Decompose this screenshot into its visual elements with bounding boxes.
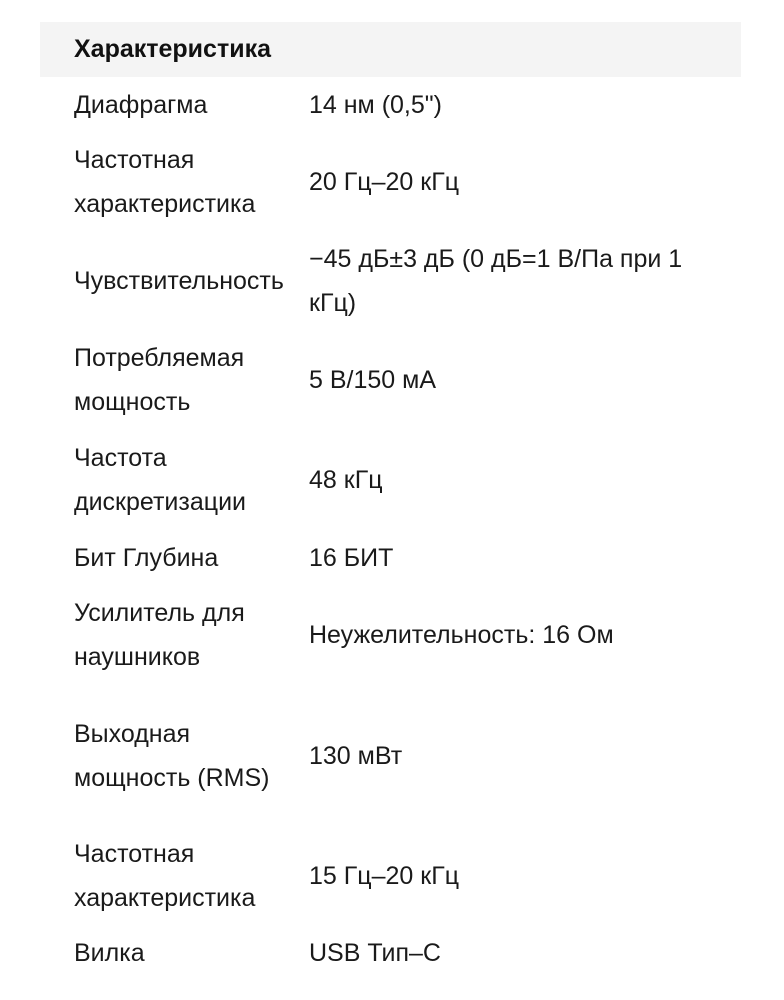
spec-row-headphone-amp <box>40 585 741 685</box>
spec-row-connector <box>40 925 741 980</box>
spec-value: 48 кГц <box>309 466 383 494</box>
spec-value: Неужелительность: 16 Ом <box>309 621 614 649</box>
spec-row-sample-rate <box>40 430 741 530</box>
spec-value: 16 БИТ <box>309 543 394 572</box>
spec-name: Вилка <box>74 938 145 967</box>
spec-name: Частотная характеристика <box>74 840 256 912</box>
spec-row-frequency-response <box>40 132 741 232</box>
spec-name: Бит Глубина <box>74 543 219 572</box>
spec-row-output-power <box>40 685 741 827</box>
spec-name: Выходная мощность (RMS) <box>74 720 270 792</box>
spec-value: USB Тип–C <box>309 938 441 967</box>
spec-table <box>40 22 741 980</box>
spec-value: 130 мВт <box>309 742 403 770</box>
spec-row-frequency-response-2 <box>40 827 741 925</box>
spec-value: 14 нм (0,5") <box>309 90 442 119</box>
spec-table-header: Характеристика <box>40 22 741 77</box>
spec-name: Потребляемая мощность <box>74 344 245 416</box>
spec-row-sensitivity <box>40 232 741 330</box>
spec-name: Частота дискретизации <box>74 444 246 516</box>
spec-value: −45 дБ±3 дБ (0 дБ=1 В/Па при 1 кГц) <box>309 245 683 317</box>
spec-name: Чувствительность <box>74 267 284 295</box>
spec-value: 20 Гц–20 кГц <box>309 168 460 196</box>
spec-row-diaphragm <box>40 77 741 132</box>
spec-name: Усилитель для наушников <box>74 599 245 671</box>
spec-name: Частотная характеристика <box>74 146 256 218</box>
spec-row-bit-depth <box>40 530 741 585</box>
spec-value: 15 Гц–20 кГц <box>309 862 460 890</box>
spec-name: Диафрагма <box>74 90 208 119</box>
spec-row-power-consumption <box>40 330 741 430</box>
spec-value: 5 В/150 мА <box>309 366 436 394</box>
